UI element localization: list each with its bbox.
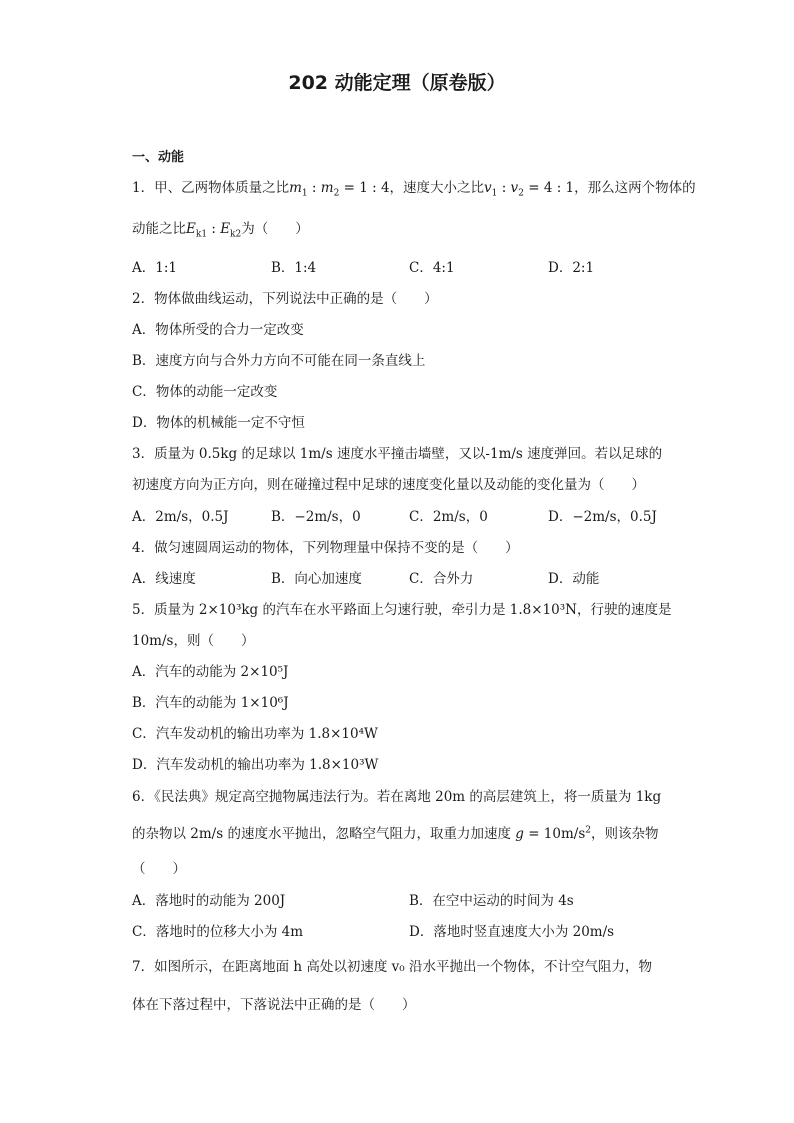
- q2-option-c: C．物体的动能一定改变: [132, 384, 278, 400]
- q1-option-c: C．4:1: [409, 260, 455, 276]
- question-3-line-2: 初速度方向为正方向，则在碰撞过程中足球的速度变化量以及动能的变化量为（ ）: [132, 477, 645, 493]
- q5-option-d: D．汽车发动机的输出功率为 1.8×10³W: [132, 757, 379, 773]
- question-6-line-2: [132, 822, 659, 842]
- question-1-line-2: [132, 217, 309, 240]
- section-heading: 一、动能: [132, 150, 185, 165]
- q1-mass-ratio-formula: $m_1$ : $m_2 = 1$ : 4: [289, 180, 390, 199]
- question-4-stem: 4．做匀速圆周运动的物体，下列物理量中保持不变的是（ ）: [132, 540, 519, 556]
- q1-text-d: 动能之比: [132, 221, 186, 237]
- q6-gravity-formula: $g = 10m/s^2$: [515, 825, 591, 842]
- q4-option-a: A．线速度: [132, 571, 196, 587]
- question-7-line-1: 7．如图所示，在距离地面 h 高处以初速度 v₀ 沿水平抛出一个物体，不计空气阻力，物: [132, 959, 652, 975]
- q6-option-c: C．落地时的位移大小为 4m: [132, 924, 304, 940]
- question-6-line-3: （ ）: [132, 861, 186, 877]
- q4-option-d: D．动能: [548, 571, 600, 587]
- question-7-line-2: 体在下落过程中，下落说法中正确的是（ ）: [132, 997, 416, 1013]
- question-5-line-2: 10m/s，则（ ）: [132, 633, 255, 649]
- document-title: 202 动能定理（原卷版）: [288, 72, 506, 94]
- question-6-line-1: 6．《民法典》规定高空抛物属违法行为。若在离地 20m 的高层建筑上，将一质量为 1kg: [132, 789, 662, 805]
- q1-energy-ratio-formula: $E_{k1}$ : $E_{k2}$: [186, 221, 242, 240]
- q6-option-d: D．落地时竖直速度大小为 20m/s: [409, 924, 615, 940]
- q1-option-b: B．1:4: [271, 260, 317, 276]
- q2-option-a: A．物体所受的合力一定改变: [132, 322, 304, 338]
- q3-option-c: C．2m/s，0: [409, 509, 488, 525]
- q2-option-b: B．速度方向与合外力方向不可能在同一条直线上: [132, 353, 426, 369]
- q1-option-d: D．2:1: [548, 260, 595, 276]
- q1-text-a: 1．甲、乙两物体质量之比: [132, 180, 290, 196]
- q1-text-c: ，那么这两个物体的: [574, 180, 696, 196]
- q5-option-a: A．汽车的动能为 2×10⁵J: [132, 664, 289, 680]
- q1-text-b: ，速度大小之比: [389, 180, 485, 196]
- question-3-line-1: 3．质量为 0.5kg 的足球以 1m/s 速度水平撞击墙壁，又以-1m/s 速度弹回。若以足球的: [132, 446, 663, 462]
- q1-text-e: 为（ ）: [241, 221, 309, 237]
- q5-option-c: C．汽车发动机的输出功率为 1.8×10⁴W: [132, 726, 378, 742]
- question-5-line-1: 5．质量为 2×10³kg 的汽车在水平路面上匀速行驶，牵引力是 1.8×10³N，行驶的速度是: [132, 602, 672, 618]
- q3-option-a: A．2m/s，0.5J: [132, 509, 229, 525]
- q2-option-d: D．物体的机械能一定不守恒: [132, 415, 305, 431]
- q6-option-a: A．落地时的动能为 200J: [132, 893, 286, 909]
- q3-option-b: B．−2m/s，0: [271, 509, 361, 525]
- q5-option-b: B．汽车的动能为 1×10⁶J: [132, 695, 289, 711]
- q6-option-b: B．在空中运动的时间为 4s: [409, 893, 574, 909]
- q6-text-a: 的杂物以 2m/s 的速度水平抛出，忽略空气阻力，取重力加速度: [132, 826, 511, 842]
- q4-option-b: B．向心加速度: [271, 571, 362, 587]
- q6-text-b: ，则该杂物: [591, 826, 659, 842]
- q3-option-d: D．−2m/s，0.5J: [548, 509, 657, 525]
- question-1-line-1: [132, 176, 696, 199]
- q1-speed-ratio-formula: $v_1$ : $v_2 = 4$ : 1: [484, 180, 575, 199]
- q4-option-c: C．合外力: [409, 571, 474, 587]
- question-2-stem: 2．物体做曲线运动，下列说法中正确的是（ ）: [132, 291, 438, 307]
- q1-option-a: A．1:1: [132, 260, 177, 276]
